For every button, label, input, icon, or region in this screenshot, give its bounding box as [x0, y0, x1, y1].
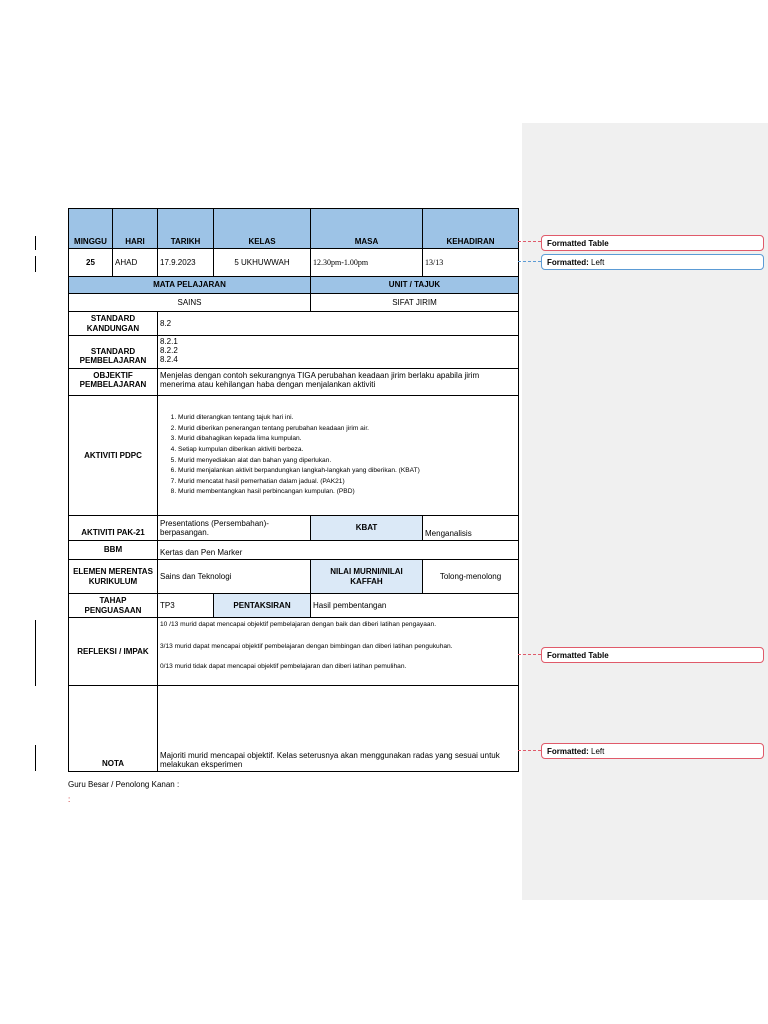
- kbat-label: KBAT: [311, 516, 423, 541]
- bbm-value: Kertas dan Pen Marker: [158, 541, 519, 560]
- tarikh-header: TARIKH: [158, 209, 214, 249]
- nilai-murni-value: Tolong-menolong: [423, 560, 519, 594]
- kbat-value: Menganalisis: [423, 516, 519, 541]
- aktiviti-item: 7. Murid mencatat hasil pemerhatian dalam jadual. (PAK21): [178, 477, 516, 488]
- refleksi-cell: [158, 618, 519, 686]
- change-bar: [35, 256, 36, 272]
- standard-kandungan-row: [69, 312, 519, 336]
- comment-leader: [518, 241, 541, 242]
- objektif-value: Menjelas dengan contoh sekurangnya TIGA perubahan keadaan jirim berlaku apabila jirim menerima atau kehilangan haba dengan menjalankan aktiviti: [158, 369, 519, 396]
- refleksi-line: 0/13 murid tidak dapat mencapai objektif pembelajaran dan diberi latihan pemulihan.: [160, 663, 407, 670]
- aktiviti-row: [69, 396, 519, 516]
- pak21-label: AKTIVITI PAK-21: [69, 516, 158, 541]
- pak21-value: Presentations (Persembahan)- berpasangan.: [158, 516, 311, 541]
- tracked-change-mark: :: [68, 795, 71, 804]
- tahap-row: [69, 594, 519, 618]
- balloon-detail: Left: [588, 258, 605, 267]
- kelas-value: 5 UKHUWWAH: [214, 249, 311, 277]
- refleksi-label: REFLEKSI / IMPAK: [69, 618, 158, 686]
- aktiviti-item: 3. Murid dibahagikan kepada lima kumpulan.: [178, 434, 516, 445]
- nota-label: NOTA: [69, 686, 158, 772]
- aktiviti-item: 2. Murid diberikan penerangan tentang perubahan keadaan jirim air.: [178, 424, 516, 435]
- refleksi-row: [69, 618, 519, 686]
- balloon-title: Formatted Table: [547, 239, 609, 248]
- hari-value: AHAD: [113, 249, 158, 277]
- kehadiran-value: 13/13: [423, 249, 519, 277]
- tarikh-value: 17.9.2023: [158, 249, 214, 277]
- minggu-value: 25: [69, 249, 113, 277]
- balloon-detail: Left: [588, 747, 605, 756]
- bbm-row: [69, 541, 519, 560]
- minggu-header: MINGGU: [69, 209, 113, 249]
- nota-value: Majoriti murid mencapai objektif. Kelas seterusnya akan menggunakan radas yang sesuai untuk melakukan eksperimen: [158, 686, 519, 772]
- mata-pelajaran-value: SAINS: [69, 294, 311, 312]
- subject-row: [69, 294, 519, 312]
- aktiviti-item: 6. Murid menjalankan aktivit berpandungkan langkah-langkah yang diberikan. (KBAT): [178, 466, 516, 477]
- emk-row: [69, 560, 519, 594]
- unit-tajuk-value: SIFAT JIRIM: [311, 294, 519, 312]
- formatting-balloon[interactable]: [541, 254, 764, 270]
- aktiviti-item: 8. Murid membentangkan hasil perbincangan kumpulan. (PBD): [178, 487, 516, 498]
- standard-kandungan-label: STANDARD KANDUNGAN: [69, 312, 158, 336]
- aktiviti-list: [160, 413, 516, 498]
- unit-tajuk-header: UNIT / TAJUK: [311, 277, 519, 294]
- formatting-balloon[interactable]: [541, 743, 764, 759]
- aktiviti-item: 5. Murid menyediakan alat dan bahan yang diperlukan.: [178, 456, 516, 467]
- signoff-line: Guru Besar / Penolong Kanan :: [68, 780, 180, 789]
- subject-header-row: [69, 277, 519, 294]
- pak21-row: [69, 516, 519, 541]
- masa-header: MASA: [311, 209, 423, 249]
- objektif-row: [69, 369, 519, 396]
- standard-pembelajaran-item: 8.2.4: [160, 355, 178, 365]
- nilai-murni-label: NILAI MURNI/NILAI KAFFAH: [311, 560, 423, 594]
- bbm-label: BBM: [69, 541, 158, 560]
- refleksi-line: 3/13 murid dapat mencapai objektif pembelajaran dengan bimbingan dan diberi latihan pengukuhan.: [160, 643, 453, 650]
- standard-pembelajaran-row: [69, 336, 519, 369]
- balloon-title: Formatted:: [547, 747, 589, 756]
- emk-label: ELEMEN MERENTAS KURIKULUM: [69, 560, 158, 594]
- balloon-title: Formatted Table: [547, 651, 609, 660]
- formatting-balloon[interactable]: [541, 235, 764, 251]
- formatting-balloon[interactable]: [541, 647, 764, 663]
- kehadiran-header: KEHADIRAN: [423, 209, 519, 249]
- nota-row: [69, 686, 519, 772]
- comment-leader: [518, 750, 541, 751]
- hari-header: HARI: [113, 209, 158, 249]
- lesson-plan-table: [68, 208, 519, 772]
- header-row: [69, 209, 519, 249]
- comment-leader: [518, 654, 541, 655]
- change-bar: [35, 620, 36, 686]
- objektif-label: OBJEKTIF PEMBELAJARAN: [69, 369, 158, 396]
- standard-pembelajaran-label: STANDARD PEMBELAJARAN: [69, 336, 158, 369]
- emk-value: Sains dan Teknologi: [158, 560, 311, 594]
- masa-value: 12.30pm-1.00pm: [311, 249, 423, 277]
- tahap-value: TP3: [158, 594, 214, 618]
- refleksi-line: 10 /13 murid dapat mencapai objektif pembelajaran dengan baik dan diberi latihan pengayaan.: [160, 621, 437, 628]
- aktiviti-label: AKTIVITI PDPC: [69, 396, 158, 516]
- aktiviti-item: 1. Murid diterangkan tentang tajuk hari ini.: [178, 413, 516, 424]
- change-bar: [35, 745, 36, 771]
- balloon-title: Formatted:: [547, 258, 589, 267]
- aktiviti-item: 4. Setiap kumpulan diberikan aktiviti berbeza.: [178, 445, 516, 456]
- standard-pembelajaran-values: [158, 336, 519, 369]
- mata-pelajaran-header: MATA PELAJARAN: [69, 277, 311, 294]
- standard-kandungan-value: 8.2: [158, 312, 519, 336]
- tahap-label: TAHAP PENGUASAAN: [69, 594, 158, 618]
- change-bar: [35, 236, 36, 250]
- comment-leader: [518, 261, 541, 262]
- standard-pembelajaran-item: 8.2.2: [160, 346, 178, 356]
- standard-pembelajaran-item: 8.2.1: [160, 337, 178, 346]
- pentaksiran-label: PENTAKSIRAN: [214, 594, 311, 618]
- info-row: [69, 249, 519, 277]
- kelas-header: KELAS: [214, 209, 311, 249]
- aktiviti-list-cell: [158, 396, 519, 516]
- pentaksiran-value: Hasil pembentangan: [311, 594, 519, 618]
